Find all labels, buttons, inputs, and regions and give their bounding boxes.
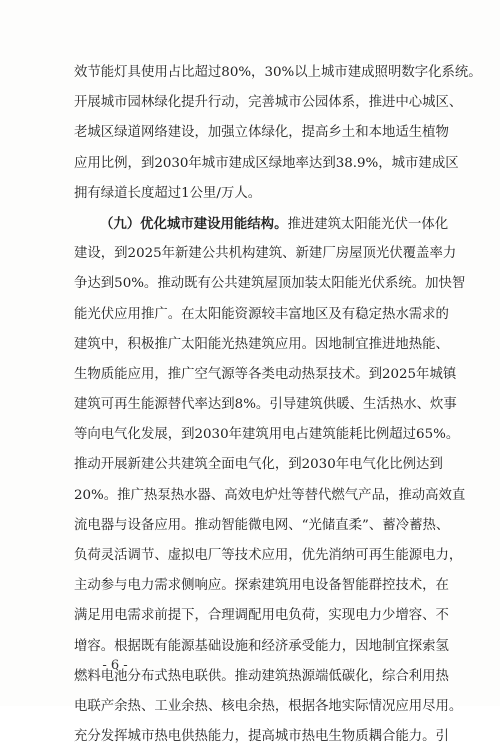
text-line [74,179,432,209]
text-line [74,541,463,571]
text-line [74,601,449,631]
text-line [74,239,457,269]
text-line [74,420,460,450]
line-text: 应用比例，到2030年城市建成区绿地率达到38.9%，城市建成区 [74,155,459,171]
line-text: 流电器与设备应用。推动智能微电网、“光储直柔”、蓄冷蓄热、 [74,517,450,533]
line-text: 等向电气化发展，到2030年建筑用电占建筑能耗比例超过65%。 [74,427,460,443]
line-text: 主动参与电力需求侧响应。探索建筑用电设备智能群控技术，在 [74,578,449,594]
text-line [74,330,449,360]
text-line [74,390,457,420]
line-text: 效节能灯具使用占比超过80%，30%以上城市建成照明数字化系统。 [74,65,482,80]
text-line [74,209,449,239]
text-line [74,722,449,752]
line-text: 负荷灵活调节、虚拟电厂等技术应用，优先消纳可再生能源电力， [74,548,463,563]
line-text: 推动开展新建公共建筑全面电气化，到2030年电气化比例达到 [74,457,443,473]
text-line [74,450,443,480]
line-text: 充分发挥城市热电供热能力，提高城市热电生物质耦合能力。引 [74,729,449,745]
line-text: 建筑可再生能源替代率达到8%。引导建筑供暖、生活热水、炊事 [74,397,457,413]
line-text: 推进建筑太阳能光伏一体化 [287,216,449,232]
line-text: 燃料电池分布式热电联供。推动建筑热源端低碳化，综合利用热 [74,668,449,684]
text-line [74,481,466,511]
line-text: 能光伏应用推广。在太阳能资源较丰富地区及有稳定热水需求的 [74,306,449,322]
text-line [74,58,482,88]
body-text [74,58,482,752]
text-line [74,118,449,148]
line-text: 争达到50%。推动既有公共建筑屋顶加装太阳能光伏系统。加快智 [74,276,466,292]
line-text: 生物质能应用，推广空气源等各类电动热泵技术。到2025年城镇 [74,366,457,382]
line-text: 电联产余热、工业余热、核电余热，根据各地实际情况应用尽用。 [74,698,463,714]
line-text: 增容。根据既有能源基础设施和经济承受能力，因地制宜探索氢 [74,638,449,654]
text-line [74,360,457,390]
line-text: 建筑中，积极推广太阳能光热建筑应用。因地制宜推进地热能、 [74,336,449,352]
line-text: 拥有绿道长度超过1公里/万人。 [74,185,262,201]
text-line [74,511,450,541]
text-line [74,300,449,330]
section-heading: （九）优化城市建设用能结构。 [100,215,288,232]
page-number: - 6 - [102,658,128,673]
text-line [74,88,463,118]
line-text: 老城区绿道网络建设，加强立体绿化，提高乡土和本地适生植物 [74,125,449,141]
line-text: 建设，到2025年新建公共机构建筑、新建厂房屋顶光伏覆盖率力 [74,246,457,262]
text-line [74,692,463,722]
line-text: 20%。推广热泵热水器、高效电炉灶等替代燃气产品，推动高效直 [74,487,466,503]
text-line [74,571,449,601]
line-text: 满足用电需求前提下，合理调配用电负荷，实现电力少增容、不 [74,608,449,624]
text-line [74,269,466,299]
line-text: 开展城市园林绿化提升行动，完善城市公园体系，推进中心城区、 [74,95,463,111]
text-line [74,149,459,179]
